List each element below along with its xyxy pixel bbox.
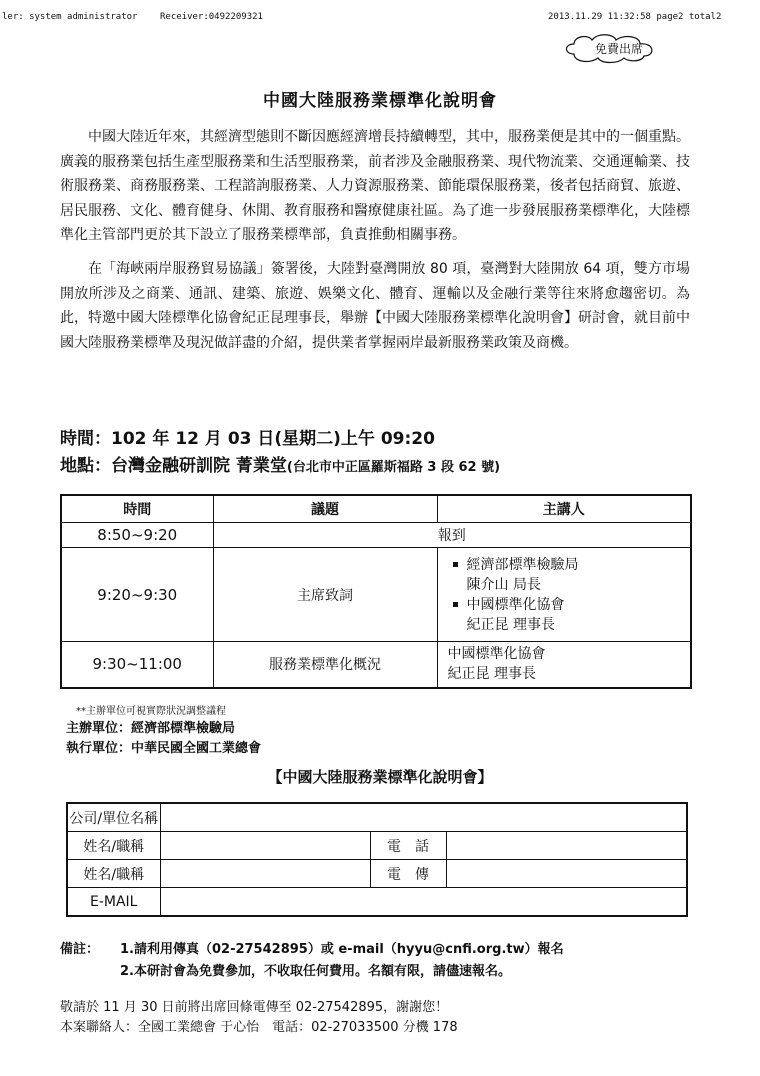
fax-input[interactable] xyxy=(446,860,687,888)
agenda-time: 8:50~9:20 xyxy=(61,523,213,548)
fax-sender: ler: system administrator xyxy=(2,12,138,22)
fax-timestamp: 2013.11.29 11:32:58 page2 total2 xyxy=(548,12,722,22)
agenda-time: 9:30~11:00 xyxy=(61,642,213,688)
company-input[interactable] xyxy=(160,803,687,832)
company-label: 公司/單位名稱 xyxy=(67,803,160,832)
speaker-item xyxy=(453,595,690,635)
fax-receiver: Receiver:0492209321 xyxy=(160,12,263,22)
form-row xyxy=(67,860,687,888)
agenda-topic: 報到 xyxy=(213,523,691,548)
email-label: E-MAIL xyxy=(67,888,160,917)
form-row xyxy=(67,832,687,860)
document-title: 中國大陸服務業標準化說明會 xyxy=(263,91,497,111)
agenda-header-row xyxy=(61,495,691,523)
agenda-header-time: 時間 xyxy=(61,495,213,523)
time-label: 時間： xyxy=(60,429,111,449)
agenda-header-speaker: 主講人 xyxy=(437,495,691,523)
agenda-row xyxy=(61,548,691,642)
agenda-table xyxy=(60,494,692,689)
agenda-speakers xyxy=(437,548,691,642)
place-value: 台灣金融研訓院 菁業堂 xyxy=(111,456,287,476)
time-value: 102 年 12 月 03 日(星期二)上午 09:20 xyxy=(111,429,435,449)
name-title-input[interactable] xyxy=(160,860,370,888)
speaker-org: 經濟部標準檢驗局 xyxy=(466,556,579,573)
fax-label: 電 傳 xyxy=(370,860,446,888)
speaker-name: 陳介山 局長 xyxy=(466,576,541,593)
note-item: 1.請利用傳真（02-27542895）或 e-mail（hyyu@cnfi.org.tw）報名 xyxy=(120,942,564,957)
event-place xyxy=(60,451,500,476)
agenda-row xyxy=(61,642,691,688)
intro-text xyxy=(60,125,690,355)
event-time xyxy=(60,424,435,449)
footer-reminder: 敬請於 11 月 30 日前將出席回條電傳至 02-27542895，謝謝您！ xyxy=(60,1000,449,1015)
speaker-org: 中國標準化協會 xyxy=(466,596,565,613)
registration-form xyxy=(66,802,688,917)
phone-input[interactable] xyxy=(446,832,687,860)
note-item: 2.本研討會為免費參加，不收取任何費用。名額有限，請儘速報名。 xyxy=(120,964,511,979)
host-organizer: 主辦單位：經濟部標準檢驗局 xyxy=(66,721,236,736)
speaker-name: 紀正昆 理事長 xyxy=(447,666,536,683)
agenda-note: **主辦單位可視實際狀況調整議程 xyxy=(76,706,226,717)
speaker-name: 紀正昆 理事長 xyxy=(466,616,555,633)
agenda-row xyxy=(61,523,691,548)
place-address: (台北市中正區羅斯福路 3 段 62 號) xyxy=(286,460,501,475)
form-row xyxy=(67,803,687,832)
agenda-time: 9:20~9:30 xyxy=(61,548,213,642)
footer-contact: 本案聯絡人：全國工業總會 于心怡 電話：02-27033500 分機 178 xyxy=(60,1020,458,1035)
name-title-label: 姓名/職稱 xyxy=(67,832,160,860)
phone-label: 電 話 xyxy=(370,832,446,860)
form-row xyxy=(67,888,687,917)
email-input[interactable] xyxy=(160,888,687,917)
form-title: 【中國大陸服務業標準化說明會】 xyxy=(267,768,493,786)
agenda-header-topic: 議題 xyxy=(213,495,437,523)
notes-label: 備註： xyxy=(60,942,100,957)
name-title-input[interactable] xyxy=(160,832,370,860)
speaker-item xyxy=(453,555,690,595)
speaker-org: 中國標準化協會 xyxy=(447,646,546,663)
executing-organizer: 執行單位：中華民國全國工業總會 xyxy=(66,741,262,756)
intro-paragraph-2: 在「海峽兩岸服務貿易協議」簽署後，大陸對臺灣開放 80 項，臺灣對大陸開放 64 項，雙方市場開放所涉及之商業、通訊、建築、旅遊、娛樂文化、體育、運輸以及金融行業等往來將愈趨密切。為此，特邀中國大陸標準化協會紀正昆理事長，舉辦【中國大陸服務業標準化說明會】研討會，就目前中國大陸服務業標準及現況做詳盡的介紹，提供業者掌握兩岸最新服務業政策及商機。 xyxy=(60,260,690,351)
free-admission-badge: 免費出席 xyxy=(594,42,643,56)
name-title-label: 姓名/職稱 xyxy=(67,860,160,888)
agenda-speakers xyxy=(437,642,691,688)
intro-paragraph-1: 中國大陸近年來，其經濟型態則不斷因應經濟增長持續轉型，其中，服務業便是其中的一個重點。廣義的服務業包括生產型服務業和生活型服務業，前者涉及金融服務業、現代物流業、交通運輸業、技術服務業、商務服務業、工程諮詢服務業、人力資源服務業、節能環保服務業，後者包括商貿、旅遊、居民服務、文化、體育健身、休閒、教育服務和醫療健康社區。為了進一步發展服務業標準化，大陸標準化主管部門更於其下設立了服務業標準部，負責推動相關事務。 xyxy=(60,129,690,244)
agenda-topic: 服務業標準化概況 xyxy=(213,642,437,688)
agenda-topic: 主席致詞 xyxy=(213,548,437,642)
place-label: 地點： xyxy=(60,456,111,476)
